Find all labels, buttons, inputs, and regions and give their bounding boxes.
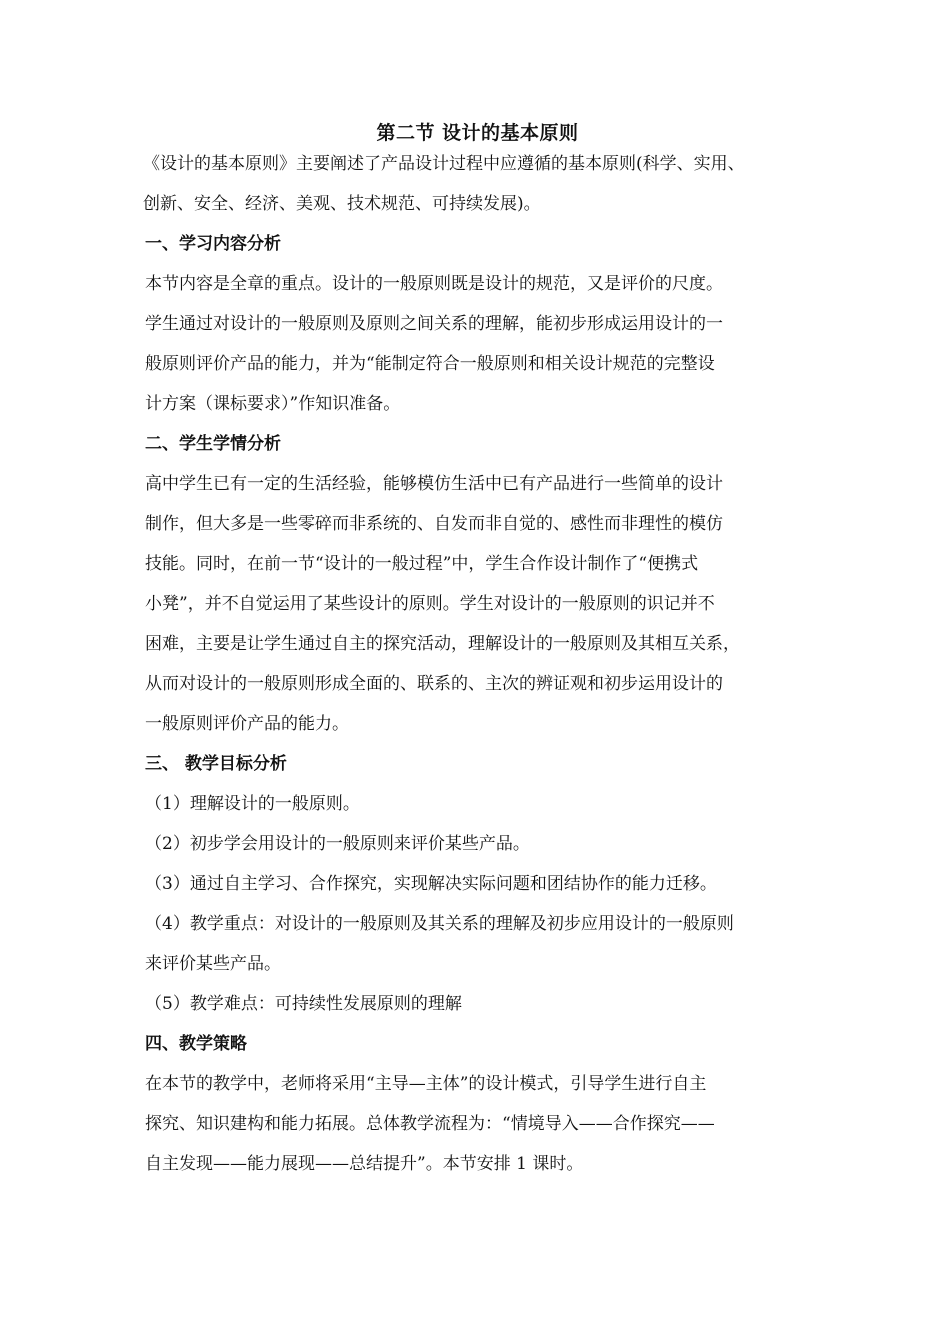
intro-line: 《设计的基本原则》主要阐述了产品设计过程中应遵循的基本原则(科学、实用、 xyxy=(143,154,745,174)
document-page xyxy=(145,118,810,1184)
paragraph-line: 本节内容是全章的重点。设计的一般原则既是设计的规范，又是评价的尺度。 xyxy=(145,274,723,294)
paragraph-line: 小凳”，并不自觉运用了某些设计的原则。学生对设计的一般原则的识记并不 xyxy=(145,594,715,614)
list-item: （2）初步学会用设计的一般原则来评价某些产品。 xyxy=(145,834,530,854)
paragraph-line: 从而对设计的一般原则形成全面的、联系的、主次的辨证观和初步运用设计的 xyxy=(145,674,723,694)
teaching-strategy-paragraph xyxy=(145,1064,810,1184)
list-item-continuation: 来评价某些产品。 xyxy=(145,954,281,974)
paragraph-line: 困难，主要是让学生通过自主的探究活动，理解设计的一般原则及其相互关系， xyxy=(145,634,740,654)
paragraph-line: 探究、知识建构和能力拓展。总体教学流程为：“情境导入——合作探究—— xyxy=(145,1114,715,1134)
teaching-goals-list xyxy=(145,784,810,1024)
paragraph-line: 般原则评价产品的能力，并为“能制定符合一般原则和相关设计规范的完整设 xyxy=(145,354,715,374)
section-heading-teaching-strategy: 四、教学策略 xyxy=(145,1034,247,1054)
paragraph-line: 高中学生已有一定的生活经验，能够模仿生活中已有产品进行一些简单的设计 xyxy=(145,474,723,494)
section-heading-content-analysis: 一、学习内容分析 xyxy=(145,234,281,254)
list-item: （3）通过自主学习、合作探究，实现解决实际问题和团结协作的能力迁移。 xyxy=(145,874,717,894)
student-analysis-paragraph xyxy=(145,464,810,744)
section-heading-teaching-goals: 三、 教学目标分析 xyxy=(145,754,287,774)
paragraph-line: 一般原则评价产品的能力。 xyxy=(145,714,349,734)
content-analysis-paragraph xyxy=(145,264,810,424)
paragraph-line: 在本节的教学中，老师将采用“主导—主体”的设计模式，引导学生进行自主 xyxy=(145,1074,707,1094)
document-title: 第二节 设计的基本原则 xyxy=(376,122,579,144)
list-item: （4）教学重点：对设计的一般原则及其关系的理解及初步应用设计的一般原则 xyxy=(145,914,734,934)
paragraph-line: 学生通过对设计的一般原则及原则之间关系的理解，能初步形成运用设计的一 xyxy=(145,314,723,334)
list-item: （1）理解设计的一般原则。 xyxy=(145,794,360,814)
paragraph-line: 制作，但大多是一些零碎而非系统的、自发而非自觉的、感性而非理性的模仿 xyxy=(145,514,723,534)
intro-paragraph xyxy=(143,144,810,224)
paragraph-line: 技能。同时，在前一节“设计的一般过程”中，学生合作设计制作了“便携式 xyxy=(145,554,699,574)
section-heading-student-analysis: 二、学生学情分析 xyxy=(145,434,281,454)
list-item: （5）教学难点：可持续性发展原则的理解 xyxy=(145,994,462,1014)
paragraph-line: 计方案（课标要求）”作知识准备。 xyxy=(145,394,401,414)
intro-line: 创新、安全、经济、美观、技术规范、可持续发展)。 xyxy=(143,194,541,214)
paragraph-line: 自主发现——能力展现——总结提升”。本节安排 1 课时。 xyxy=(145,1154,584,1174)
